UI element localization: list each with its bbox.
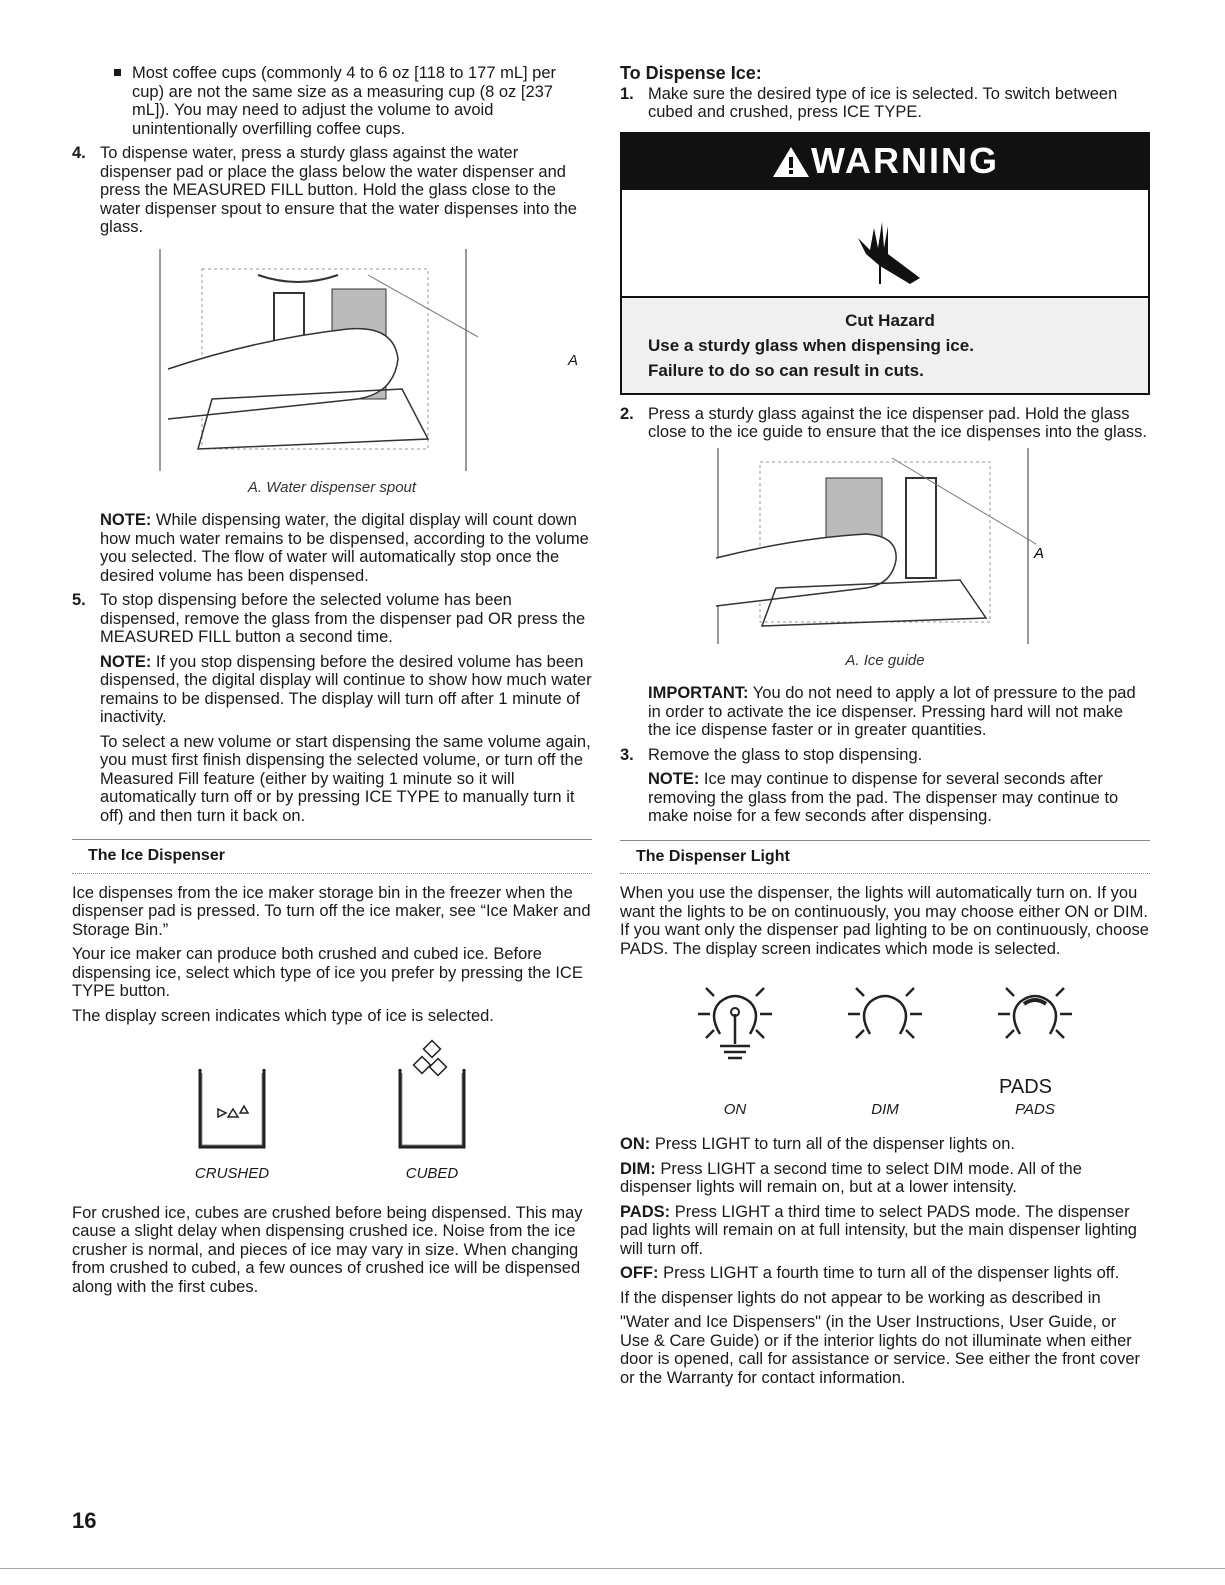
ice-type-icons <box>72 1039 592 1159</box>
warning-banner <box>622 134 1148 190</box>
step-2: 2. Press a sturdy glass against the ice dispenser pad. Hold the glass close to the ice guide to ensure that the ice dispenses into the glass. <box>620 404 1147 441</box>
cut-hand-icon <box>840 198 930 288</box>
warning-title: WARNING <box>811 140 999 182</box>
light-mode-icons <box>620 974 1150 1074</box>
off-description: OFF: Press LIGHT a fourth time to turn all of the dispenser lights off. <box>620 1264 1120 1282</box>
dispenser-light-heading: The Dispenser Light <box>620 840 1150 875</box>
page-number: 16 <box>72 1508 97 1533</box>
pads-label: PADS <box>1015 1100 1055 1118</box>
note-2: NOTE: If you stop dispensing before the desired volume has been dispensed, the digital display will continue to show how much water remains to be dispensed. The display will turn off after 1 minute of inactivity. <box>100 652 592 726</box>
ice-type-labels <box>72 1165 592 1184</box>
step-4: 4. To dispense water, press a sturdy glass against the water dispenser pad or place the glass below the water dispenser and press the MEASURED FILL button. Hold the glass close to the water dispenser spout to ensure that the water dispenses into the glass. <box>72 144 577 236</box>
water-dispenser-illustration <box>158 249 478 471</box>
cut-hazard-graphic <box>622 190 1148 298</box>
ice-paragraph-3: The display screen indicates which type of ice is selected. <box>72 1006 494 1025</box>
pads-description: PADS: Press LIGHT a third time to select PADS mode. The dispenser pad lights will remain on at full intensity, but the main dispenser lighting will turn off. <box>620 1202 1137 1258</box>
step-3: 3. Remove the glass to stop dispensing. <box>620 745 923 764</box>
step-1: 1. Make sure the desired type of ice is selected. To switch between cubed and crushed, press ICE TYPE. <box>620 84 1118 121</box>
ice-guide-callout: A <box>1034 544 1045 562</box>
cut-hazard-label: Cut Hazard <box>845 310 935 330</box>
warning-box <box>620 132 1150 395</box>
left-column <box>72 64 592 1302</box>
crushed-label: CRUSHED <box>194 1165 270 1182</box>
coffee-cup-bullet: Most coffee cups (commonly 4 to 6 oz [118 to 177 mL] per cup) are not the same size as a measuring cup (8 oz [237 mL]). You may need to adjust the volume to avoid unintentionally overfilling coffee cups. <box>72 64 592 138</box>
step-5: 5. To stop dispensing before the selected volume has been dispensed, remove the glass from the dispenser pad OR press the MEASURED FILL button a second time. <box>72 591 586 646</box>
dispenser-light-paragraph: When you use the dispenser, the lights will automatically turn on. If you want the lights to be on continuously, you may choose either ON or DIM. If you want only the dispenser pad lighting to be on continuously, choose PADS. The display screen indicates which mode is selected. <box>620 884 1149 958</box>
warning-text <box>622 298 1148 393</box>
crushed-ice-icon <box>162 1039 302 1159</box>
light-on-icon <box>680 974 790 1074</box>
ice-dispenser-heading: The Ice Dispenser <box>72 839 592 874</box>
water-spout-callout: A <box>568 352 579 369</box>
bottom-rule <box>0 1568 1225 1569</box>
dim-description: DIM: Press LIGHT a second time to select DIM mode. All of the dispenser lights will remain on, but at a lower intensity. <box>620 1159 1082 1196</box>
light-dim-icon <box>830 974 940 1074</box>
final-paragraph-1: If the dispenser lights do not appear to be working as described in <box>620 1288 1101 1307</box>
right-column <box>620 64 1150 1393</box>
ice-paragraph-1: Ice dispenses from the ice maker storage bin in the freezer when the dispenser pad is pressed. To turn off the ice maker, see “Ice Maker and Storage Bin.” <box>72 883 591 939</box>
ice-paragraph-2: Your ice maker can produce both crushed and cubed ice. Before dispensing ice, select which type of ice you prefer by pressing the ICE TYPE button. <box>72 945 583 1000</box>
ice-guide-caption: A. Ice guide <box>845 651 925 669</box>
dispense-ice-heading: To Dispense Ice: <box>620 63 762 83</box>
cubed-label: CUBED <box>405 1165 459 1182</box>
ice-dispenser-illustration <box>716 448 1046 644</box>
warning-line-2: Failure to do so can result in cuts. <box>648 360 924 380</box>
light-mode-labels <box>620 1101 1150 1120</box>
bullet-square-icon <box>114 69 121 76</box>
on-description: ON: Press LIGHT to turn all of the dispenser lights on. <box>620 1135 1015 1153</box>
select-volume-text: To select a new volume or start dispensing the same volume again, you must first finish dispensing the selected volume, or turn off the Measured Fill feature (either by waiting 1 minute so it will automatically turn off or by pressing ICE TYPE to manually turn it off) and then turn it back on. <box>100 732 591 825</box>
cubed-ice-icon <box>362 1039 502 1159</box>
water-spout-caption: A. Water dispenser spout <box>247 478 417 496</box>
warning-triangle-icon <box>771 145 811 179</box>
dim-label: DIM <box>871 1100 899 1118</box>
final-paragraph-2: "Water and Ice Dispensers" (in the User Instructions, User Guide, or Use & Care Guide) or if the interior lights do not illuminate when either door is opened, call for assistance or service. See either the front cover or the Warranty for contact information. <box>620 1313 1141 1387</box>
note-1: NOTE: While dispensing water, the digital display will count down how much water remains to be dispensed, according to the volume you selected. The flow of water will automatically stop once the desired volume has been dispensed. <box>100 511 589 585</box>
important-note: IMPORTANT: You do not need to apply a lot of pressure to the pad in order to activate the ice dispenser. Pressing hard will not make the ice dispense faster or in greater quantities. <box>648 684 1136 739</box>
light-pads-icon <box>980 974 1090 1074</box>
warning-line-1: Use a sturdy glass when dispensing ice. <box>648 335 974 355</box>
pads-display-text: PADS <box>999 1076 1052 1098</box>
crushed-ice-paragraph: For crushed ice, cubes are crushed before being dispensed. This may cause a slight delay when dispensing crushed ice. Noise from the ice crusher is normal, and pieces of ice may vary in size. When changing from crushed to cubed, a few ounces of crushed ice will be dispensed along with the first cubes. <box>72 1203 583 1296</box>
note-3: NOTE: Ice may continue to dispense for several seconds after removing the glass from the pad. The dispenser may continue to make noise for a few seconds after dispensing. <box>648 770 1119 825</box>
on-label: ON <box>723 1100 747 1118</box>
